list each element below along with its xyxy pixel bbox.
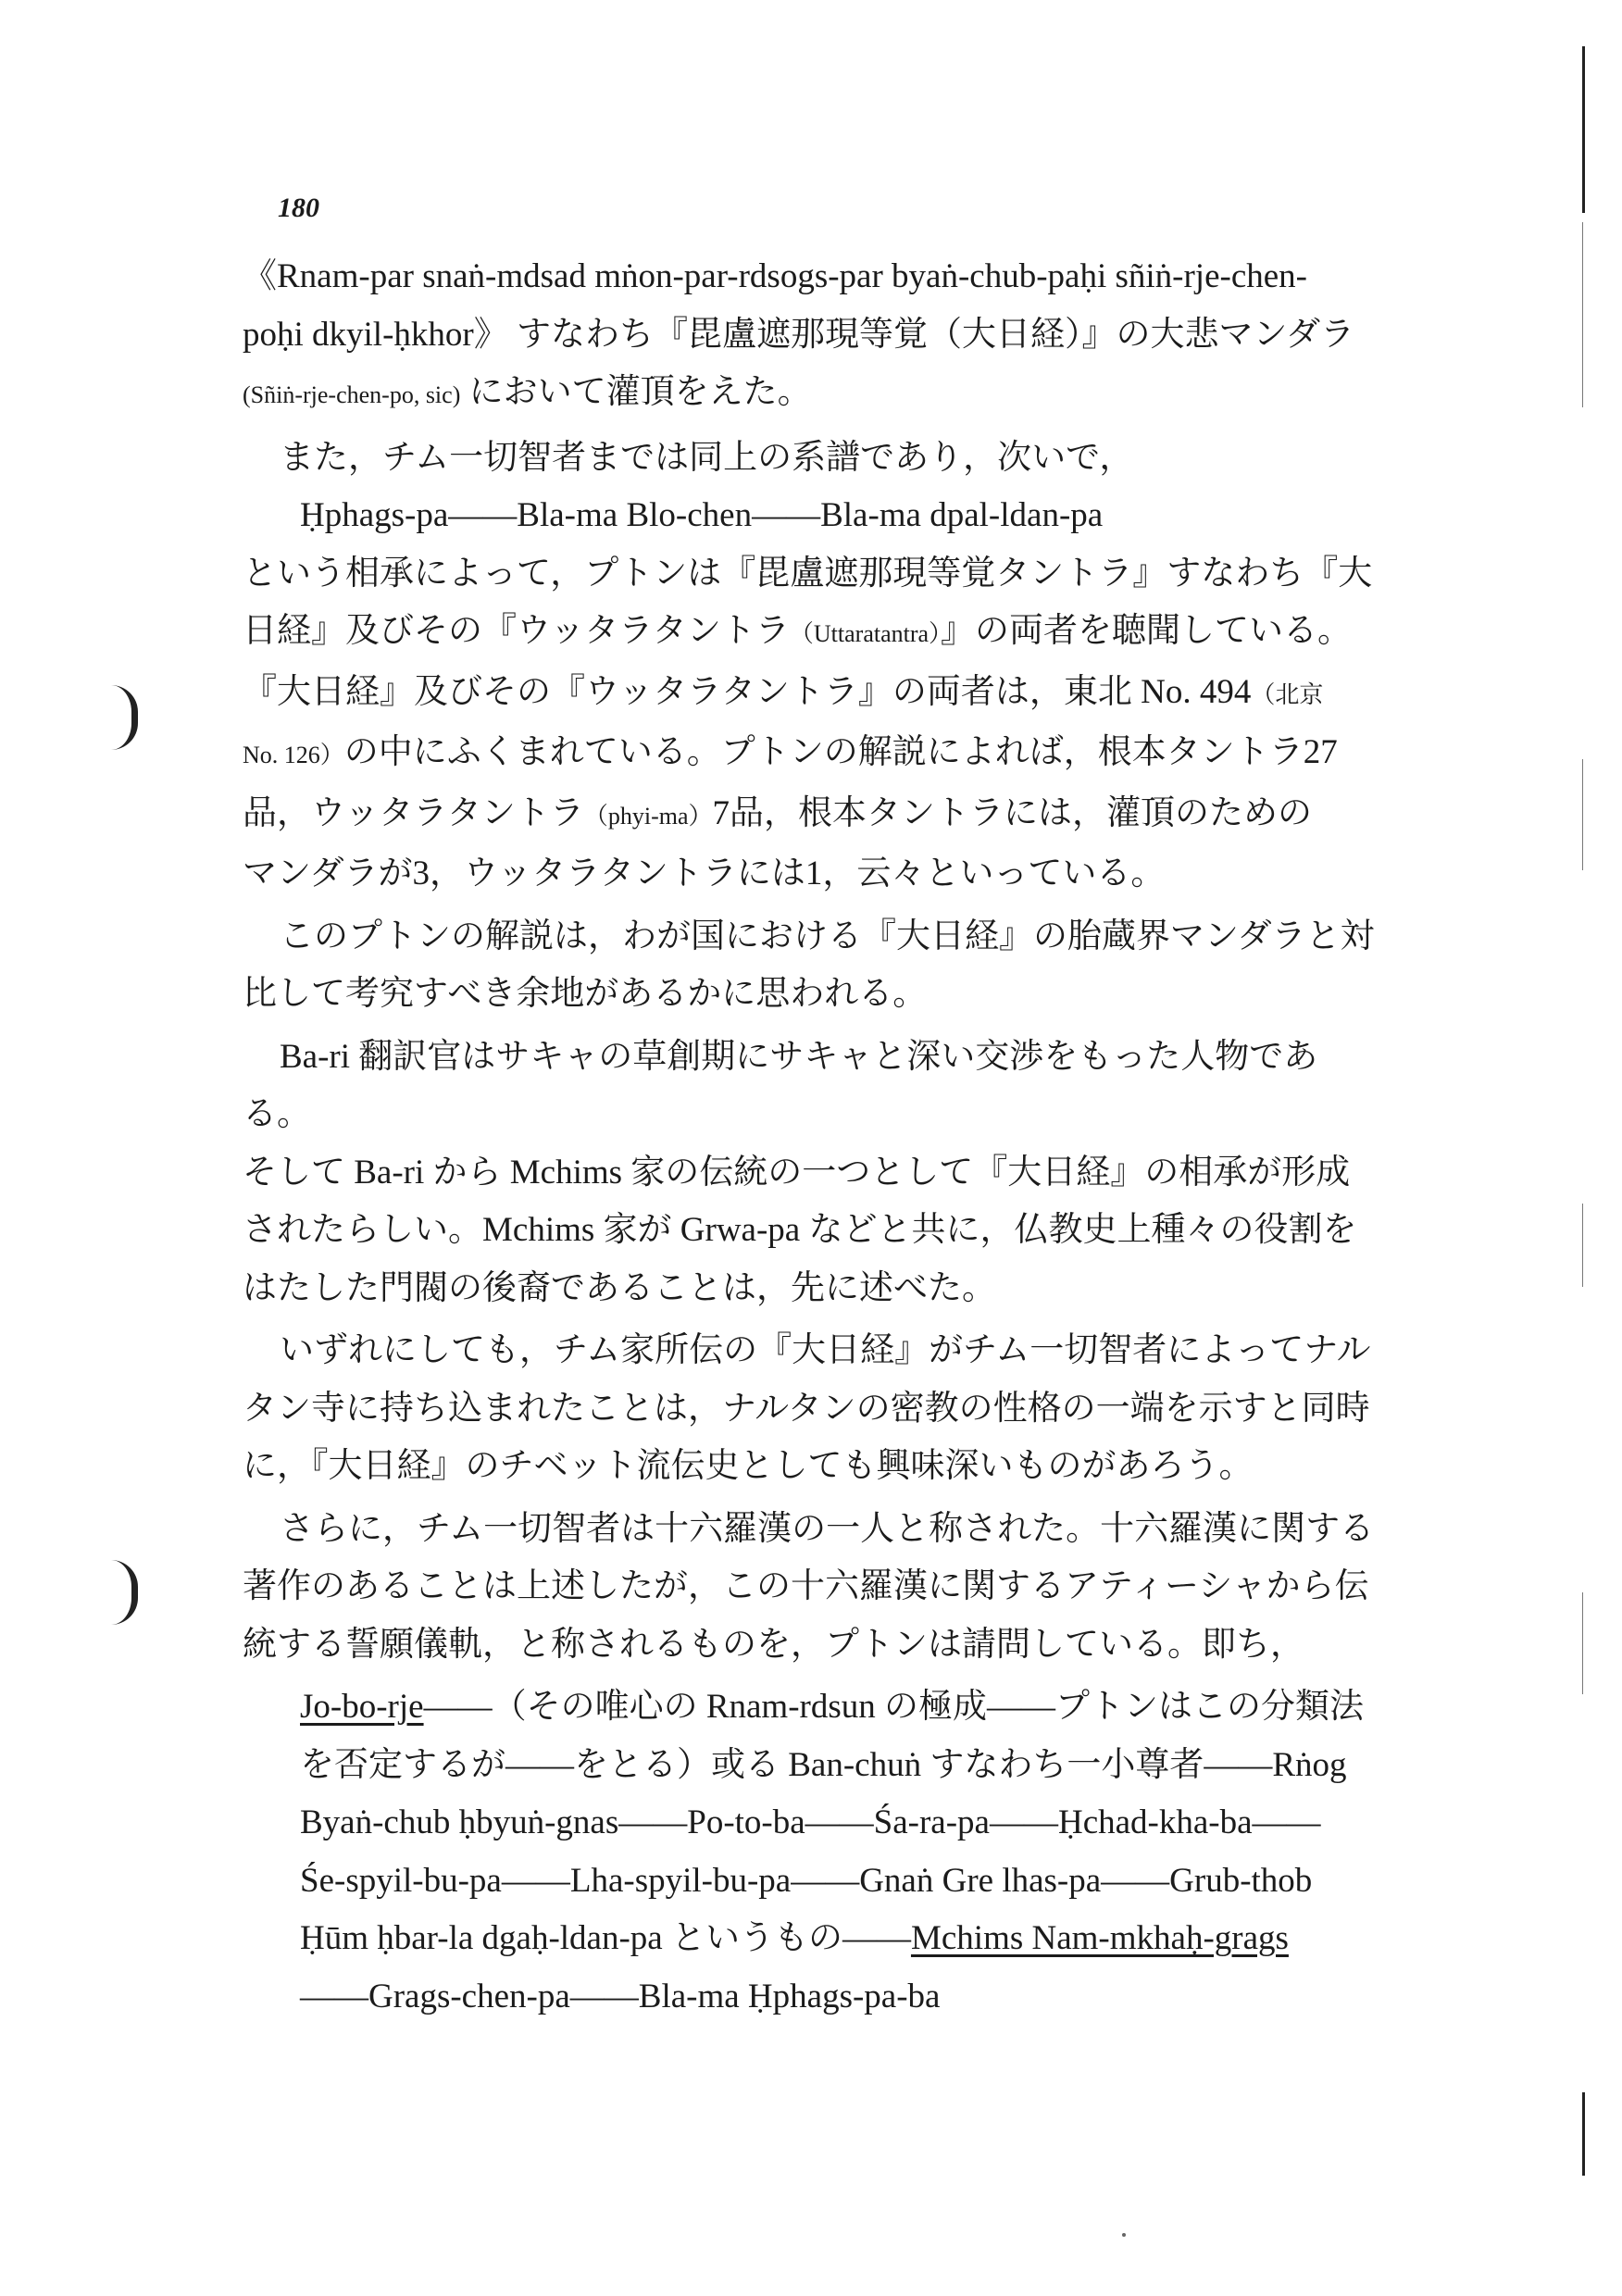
lineage-line: を否定するが――をとる）或る Ban-chuṅ すなわち一小尊者――Rṅog (300, 1745, 1347, 1784)
line: に，『大日経』のチベット流伝史としても興味深いものがあろう。 (243, 1447, 1254, 1485)
scan-left-mark-1 (111, 685, 138, 750)
line: という相承によって，プトンは『毘盧遮那現等覚タントラ』すなわち『大 (243, 554, 1373, 593)
reference-note: （phyi-ma） (583, 802, 713, 830)
line: されたらしい。Mchims 家が Grwa-pa などと共に，仏教史上種々の役割を (243, 1211, 1357, 1249)
line-text: の中にふくまれている。プトンの解説によれば，根本タントラ27 (343, 733, 1338, 771)
line (243, 603, 1383, 664)
underlined-name: Jo-bo-rje (300, 1688, 424, 1726)
line: タン寺に持ち込まれたことは，ナルタンの密教の性格の一端を示すと同時 (243, 1389, 1370, 1428)
scan-right-rule-6 (1582, 2092, 1585, 2176)
lineage-line: ――Grags-chen-pa――Bla-ma Ḥphags-pa-ba (300, 1977, 941, 2015)
line-text: 日経』及びその『ウッタラタントラ (243, 612, 790, 650)
line (243, 364, 1383, 425)
line: いずれにしても，チム家所伝の『大日経』がチム一切智者によってナル (280, 1331, 1371, 1369)
lineage-line (243, 1678, 1383, 1737)
lineage-line (243, 1910, 1383, 1968)
scan-right-rule-3 (1582, 759, 1583, 870)
body-text (243, 248, 1383, 2026)
line-text: ――（その唯心の Rnam-rdsun の極成――プトンはこの分類法 (423, 1688, 1364, 1726)
line-text: Ḥūm ḥbar-la dgaḥ-ldan-pa というもの―― (300, 1919, 911, 1957)
underlined-name: Mchims Nam-mkhaḥ-grags (910, 1919, 1289, 1957)
reference-note: No. 126） (243, 742, 344, 768)
line: はたした門閥の後裔であることは，先に述べた。 (243, 1268, 996, 1307)
reference-note: （北京 (1251, 680, 1324, 708)
line: 《Rnam-par snaṅ-mdsad mṅon-par-rdsogs-par byaṅ-chub-paḥi sñiṅ-rje-chen- (243, 257, 1307, 295)
line-text: 『大日経』及びその『ウッタラタントラ』の両者は，東北 No. 494 (243, 672, 1252, 711)
line: そして Ba-ri から Mchims 家の伝統の一つとして『大日経』の相承が形成 (243, 1153, 1351, 1192)
reference-note: (Sñiṅ-rje-chen-po, sic) (243, 381, 461, 408)
line: 統する誓願儀軌，と称されるものを，プトンは請問している。即ち， (243, 1625, 1304, 1664)
line (243, 724, 1383, 785)
line: 比して考究すべき余地があるかに思われる。 (243, 975, 928, 1013)
lineage-line: Śe-spyil-bu-pa――Lha-spyil-bu-pa――Gnaṅ Gre lhas-pa――Grub-thob (300, 1861, 1313, 1900)
line-text: において灌頂をえた。 (460, 373, 812, 411)
reference-note: （Uttaratantra） (789, 620, 942, 647)
lineage-line: Ḥphags-pa――Bla-ma Blo-chen――Bla-ma dpal-ldan-pa (300, 496, 1104, 534)
line: さらに，チム一切智者は十六羅漢の一人と称された。十六羅漢に関する (280, 1509, 1375, 1548)
line: Ba-ri 翻訳官はサキャの草創期にサキャと深い交渉をもった人物である。 (243, 1037, 1318, 1133)
scan-right-rule-4 (1582, 1204, 1583, 1287)
scan-bottom-dot (1122, 2233, 1126, 2237)
scan-right-rule-1 (1582, 46, 1585, 213)
lineage-line: Byaṅ-chub ḥbyuṅ-gnas――Po-to-ba――Śa-ra-pa――Ḥchad-kha-ba―― (300, 1803, 1321, 1841)
line: また，チム一切智者までは同上の系譜であり，次いで， (280, 438, 1134, 477)
scan-right-rule-5 (1582, 1592, 1583, 1694)
line: マンダラが3，ウッタラタントラには1，云々といっている。 (243, 855, 1166, 892)
line-text: 品，ウッタラタントラ (243, 793, 584, 832)
scan-right-rule-2 (1582, 222, 1583, 407)
scan-left-mark-2 (111, 1560, 138, 1625)
line: このプトンの解説は，わが国における『大日経』の胎蔵界マンダラと対 (280, 917, 1375, 955)
line: 著作のあることは上述したが，この十六羅漢に関するアティーシャから伝 (243, 1567, 1369, 1605)
line-text: 7品，根本タントラには，灌頂のための (712, 793, 1313, 832)
page-number: 180 (278, 193, 319, 223)
line (243, 664, 1383, 725)
line: poḥi dkyil-ḥkhor》 すなわち『毘盧遮那現等覚（大日経）』の大悲マンダラ (243, 315, 1355, 354)
line-text: 』の両者を聴聞している。 (941, 612, 1353, 650)
line (243, 785, 1383, 846)
